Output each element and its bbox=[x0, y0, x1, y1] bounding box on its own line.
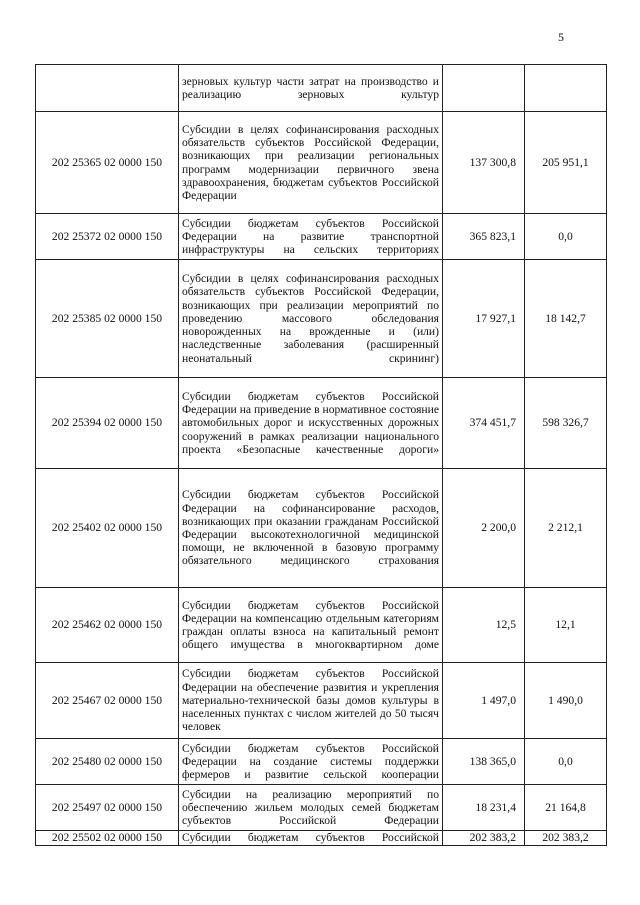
amount-cell-1: 137 300,8 bbox=[443, 112, 525, 214]
table-row bbox=[36, 739, 607, 785]
amount-cell-1: 365 823,1 bbox=[443, 214, 525, 260]
budget-code-cell: 202 25394 02 0000 150 bbox=[36, 378, 179, 469]
description-cell: Субсидии бюджетам субъектов Российской Федерации на создание системы поддержки фермеров и развитие сельской кооперации bbox=[179, 739, 443, 785]
table-row bbox=[36, 663, 607, 739]
description-cell: Субсидии бюджетам субъектов Российской Федерации на развитие транспортной инфраструктуры на сельских территориях bbox=[179, 214, 443, 260]
amount-cell-2: 18 142,7 bbox=[525, 260, 607, 378]
table-row bbox=[36, 588, 607, 663]
description-cell: Субсидии бюджетам субъектов Российской bbox=[179, 831, 443, 846]
table-row bbox=[36, 214, 607, 260]
budget-table bbox=[35, 64, 607, 846]
page-number: 5 bbox=[558, 30, 564, 44]
amount-cell-1: 202 383,2 bbox=[443, 831, 525, 846]
description-cell: Субсидии в целях софинансирования расходных обязательств субъектов Российской Федерации, возникающих при реализации региональных программ модернизации первичного звена здравоохранения, бюджетам субъектов Российской Федерации bbox=[179, 112, 443, 214]
budget-code-cell: 202 25462 02 0000 150 bbox=[36, 588, 179, 663]
amount-cell-1: 138 365,0 bbox=[443, 739, 525, 785]
description-cell: Субсидии на реализацию мероприятий по обеспечению жильем молодых семей бюджетам субъектов Российской Федерации bbox=[179, 785, 443, 831]
budget-code-cell bbox=[36, 65, 179, 112]
description-cell: Субсидии бюджетам субъектов Российской Федерации на софинансирование расходов, возникающих при оказании гражданам Российской Федерации высокотехнологичной медицинской помощи, не включенной в базовую программу обязательного медицинского страхования bbox=[179, 469, 443, 588]
table-row bbox=[36, 469, 607, 588]
amount-cell-2: 205 951,1 bbox=[525, 112, 607, 214]
amount-cell-1: 12,5 bbox=[443, 588, 525, 663]
table-row bbox=[36, 831, 607, 846]
budget-code-cell: 202 25497 02 0000 150 bbox=[36, 785, 179, 831]
budget-code-cell: 202 25372 02 0000 150 bbox=[36, 214, 179, 260]
amount-cell-1: 18 231,4 bbox=[443, 785, 525, 831]
table-row bbox=[36, 785, 607, 831]
budget-code-cell: 202 25365 02 0000 150 bbox=[36, 112, 179, 214]
amount-cell-2: 598 326,7 bbox=[525, 378, 607, 469]
amount-cell-2: 202 383,2 bbox=[525, 831, 607, 846]
amount-cell-1: 374 451,7 bbox=[443, 378, 525, 469]
amount-cell-2: 0,0 bbox=[525, 214, 607, 260]
budget-code-cell: 202 25402 02 0000 150 bbox=[36, 469, 179, 588]
table-row bbox=[36, 112, 607, 214]
budget-code-cell: 202 25467 02 0000 150 bbox=[36, 663, 179, 739]
table-row bbox=[36, 378, 607, 469]
description-cell: Субсидии бюджетам субъектов Российской Федерации на обеспечение развития и укрепления материально-технической базы домов культуры в населенных пунктах с числом жителей до 50 тысяч человек bbox=[179, 663, 443, 739]
amount-cell-2: 1 490,0 bbox=[525, 663, 607, 739]
amount-cell-2: 21 164,8 bbox=[525, 785, 607, 831]
budget-code-cell: 202 25502 02 0000 150 bbox=[36, 831, 179, 846]
description-cell: зерновых культур части затрат на производство и реализацию зерновых культур bbox=[179, 65, 443, 112]
table-row bbox=[36, 260, 607, 378]
amount-cell-2: 0,0 bbox=[525, 739, 607, 785]
budget-code-cell: 202 25385 02 0000 150 bbox=[36, 260, 179, 378]
amount-cell-1: 17 927,1 bbox=[443, 260, 525, 378]
amount-cell-1: 2 200,0 bbox=[443, 469, 525, 588]
amount-cell-1 bbox=[443, 65, 525, 112]
table-row bbox=[36, 65, 607, 112]
budget-code-cell: 202 25480 02 0000 150 bbox=[36, 739, 179, 785]
description-cell: Субсидии в целях софинансирования расходных обязательств субъектов Российской Федерации, возникающих при реализации мероприятий по проведению массового обследования новорожденных на врожденные и (или) наследственные заболевания (расширенный неонатальный скрининг) bbox=[179, 260, 443, 378]
amount-cell-1: 1 497,0 bbox=[443, 663, 525, 739]
description-cell: Субсидии бюджетам субъектов Российской Федерации на приведение в нормативное состояние автомобильных дорог и искусственных дорожных сооружений в рамках реализации национального проекта «Безопасные качественные дороги» bbox=[179, 378, 443, 469]
amount-cell-2: 2 212,1 bbox=[525, 469, 607, 588]
amount-cell-2 bbox=[525, 65, 607, 112]
amount-cell-2: 12,1 bbox=[525, 588, 607, 663]
description-cell: Субсидии бюджетам субъектов Российской Федерации на компенсацию отдельным категориям граждан оплаты взноса на капитальный ремонт общего имущества в многоквартирном доме bbox=[179, 588, 443, 663]
